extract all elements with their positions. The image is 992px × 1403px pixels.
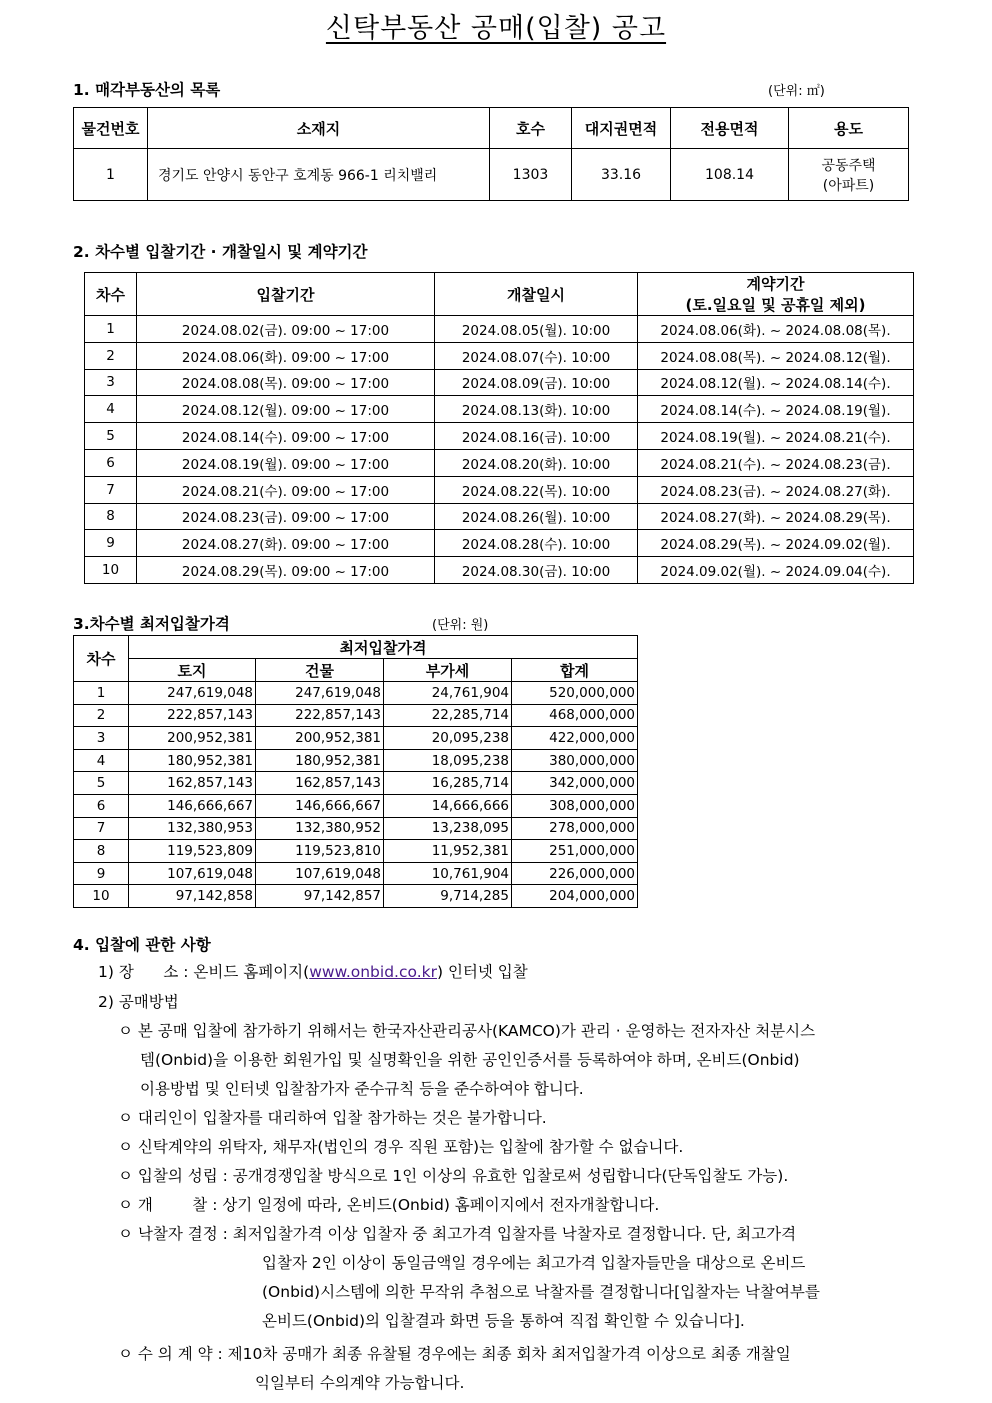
opening-cell: 2024.08.16(금). 10:00	[435, 423, 638, 450]
contract-period-cell: 2024.08.19(월). ~ 2024.08.21(수).	[638, 423, 914, 450]
use-line2: (아파트)	[822, 177, 875, 194]
opening-cell: 2024.08.07(수). 10:00	[435, 342, 638, 369]
header-land: 토지	[129, 659, 256, 682]
header-total: 합계	[512, 659, 638, 682]
round-cell: 1	[74, 682, 129, 705]
land-price-cell: 222,857,143	[129, 704, 256, 727]
table-row	[74, 772, 638, 795]
contract-period-cell: 2024.08.14(수). ~ 2024.08.19(월).	[638, 396, 914, 423]
vat-cell: 13,238,095	[384, 817, 512, 840]
total-price-cell: 422,000,000	[512, 727, 638, 750]
method-heading: 2) 공매방법	[98, 993, 179, 1011]
header-bid-period: 입찰기간	[137, 273, 435, 316]
opening-cell: 2024.08.28(수). 10:00	[435, 530, 638, 557]
table-row	[74, 749, 638, 772]
page-title: 신탁부동산 공매(입찰) 공고	[325, 13, 667, 44]
exclusive-area: 108.14	[671, 149, 789, 201]
onbid-link[interactable]: www.onbid.co.kr	[309, 963, 437, 981]
bid-period-cell: 2024.08.14(수). 09:00 ~ 17:00	[137, 423, 435, 450]
round-cell: 8	[85, 503, 137, 530]
property-list-table	[73, 107, 909, 201]
round-cell: 2	[85, 342, 137, 369]
building-price-cell: 132,380,952	[256, 817, 384, 840]
bid-period-cell: 2024.08.08(목). 09:00 ~ 17:00	[137, 369, 435, 396]
table-row	[85, 557, 914, 584]
item-no: 1	[74, 149, 148, 201]
round-cell: 1	[85, 316, 137, 343]
round-cell: 5	[74, 772, 129, 795]
building-price-cell: 200,952,381	[256, 727, 384, 750]
bid-period-cell: 2024.08.29(목). 09:00 ~ 17:00	[137, 557, 435, 584]
table-row	[85, 476, 914, 503]
land-price-cell: 200,952,381	[129, 727, 256, 750]
method-line: 온비드(Onbid)의 입찰결과 화면 등을 통하여 직접 확인할 수 있습니다].	[262, 1312, 745, 1330]
header-vat: 부가세	[384, 659, 512, 682]
opening-cell: 2024.08.30(금). 10:00	[435, 557, 638, 584]
contract-period-cell: 2024.08.06(화). ~ 2024.08.08(목).	[638, 316, 914, 343]
round-cell: 8	[74, 840, 129, 863]
round-cell: 6	[85, 449, 137, 476]
opening-cell: 2024.08.05(월). 10:00	[435, 316, 638, 343]
method-line: 익일부터 수의계약 가능합니다.	[255, 1374, 465, 1392]
address: 경기도 안양시 동안구 호계동 966-1 리치밸리	[148, 149, 490, 201]
bid-period-cell: 2024.08.02(금). 09:00 ~ 17:00	[137, 316, 435, 343]
opening-cell: 2024.08.20(화). 10:00	[435, 449, 638, 476]
contract-period-cell: 2024.08.08(목). ~ 2024.08.12(월).	[638, 342, 914, 369]
building-price-cell: 146,666,667	[256, 794, 384, 817]
bid-period-cell: 2024.08.06(화). 09:00 ~ 17:00	[137, 342, 435, 369]
total-price-cell: 226,000,000	[512, 862, 638, 885]
table-header-row	[85, 273, 914, 316]
section3-unit: (단위: 원)	[432, 618, 489, 633]
header-address: 소재지	[148, 108, 490, 149]
bid-period-cell: 2024.08.23(금). 09:00 ~ 17:00	[137, 503, 435, 530]
method-line: ㅇ 수 의 계 약 : 제10차 공매가 최종 유찰될 경우에는 최종 회차 최저입찰가격 이상으로 최종 개찰일	[118, 1345, 791, 1363]
land-area: 33.16	[572, 149, 671, 201]
table-row	[74, 727, 638, 750]
method-line: ㅇ 신탁계약의 위탁자, 채무자(법인의 경우 직원 포함)는 입찰에 참가할 수 없습니다.	[118, 1138, 684, 1156]
total-price-cell: 468,000,000	[512, 704, 638, 727]
section2-heading: 2. 차수별 입찰기간 · 개찰일시 및 계약기간	[73, 243, 368, 261]
vat-cell: 24,761,904	[384, 682, 512, 705]
method-line: 템(Onbid)을 이용한 회원가입 및 실명확인을 위한 공인인증서를 등록하여야 하며, 온비드(Onbid)	[140, 1051, 800, 1069]
bid-place	[98, 960, 528, 982]
round-cell: 7	[74, 817, 129, 840]
round-cell: 10	[85, 557, 137, 584]
total-price-cell: 251,000,000	[512, 840, 638, 863]
table-row	[74, 862, 638, 885]
section3-heading: 3.차수별 최저입찰가격	[73, 615, 230, 633]
table-row	[74, 885, 638, 908]
table-header-row	[74, 659, 638, 682]
table-row	[85, 396, 914, 423]
round-cell: 7	[85, 476, 137, 503]
unit-no: 1303	[490, 149, 572, 201]
round-cell: 10	[74, 885, 129, 908]
header-land-area: 대지권면적	[572, 108, 671, 149]
table-row	[74, 149, 909, 201]
header-building: 건물	[256, 659, 384, 682]
contract-period-cell: 2024.08.27(화). ~ 2024.08.29(목).	[638, 503, 914, 530]
table-row	[85, 449, 914, 476]
contract-period-cell: 2024.08.21(수). ~ 2024.08.23(금).	[638, 449, 914, 476]
vat-cell: 22,285,714	[384, 704, 512, 727]
building-price-cell: 119,523,810	[256, 840, 384, 863]
table-header-row	[74, 108, 909, 149]
bid-period-cell: 2024.08.21(수). 09:00 ~ 17:00	[137, 476, 435, 503]
round-cell: 2	[74, 704, 129, 727]
header-contract-line1: 계약기간	[746, 275, 805, 293]
contract-period-cell: 2024.08.29(목). ~ 2024.09.02(월).	[638, 530, 914, 557]
opening-cell: 2024.08.26(월). 10:00	[435, 503, 638, 530]
table-header-row	[74, 636, 638, 659]
table-row	[85, 503, 914, 530]
round-cell: 3	[85, 369, 137, 396]
building-price-cell: 247,619,048	[256, 682, 384, 705]
land-price-cell: 119,523,809	[129, 840, 256, 863]
building-price-cell: 162,857,143	[256, 772, 384, 795]
table-row	[85, 369, 914, 396]
table-row	[74, 682, 638, 705]
contract-period-cell: 2024.09.02(월). ~ 2024.09.04(수).	[638, 557, 914, 584]
table-row	[85, 423, 914, 450]
bid-period-cell: 2024.08.12(월). 09:00 ~ 17:00	[137, 396, 435, 423]
bid-period-cell: 2024.08.27(화). 09:00 ~ 17:00	[137, 530, 435, 557]
method-line: ㅇ 본 공매 입찰에 참가하기 위해서는 한국자산관리공사(KAMCO)가 관리 · 운영하는 전자자산 처분시스	[118, 1022, 816, 1040]
method-line: ㅇ 낙찰자 결정 : 최저입찰가격 이상 입찰자 중 최고가격 입찰자를 낙찰자로 결정합니다. 단, 최고가격	[118, 1225, 797, 1243]
total-price-cell: 380,000,000	[512, 749, 638, 772]
method-line: 이용방법 및 인터넷 입찰참가자 준수규칙 등을 준수하여야 합니다.	[140, 1080, 584, 1098]
total-price-cell: 342,000,000	[512, 772, 638, 795]
method-line: ㅇ 개 찰 : 상기 일정에 따라, 온비드(Onbid) 홈페이지에서 전자개찰합니다.	[118, 1196, 660, 1214]
vat-cell: 20,095,238	[384, 727, 512, 750]
contract-period-cell: 2024.08.12(월). ~ 2024.08.14(수).	[638, 369, 914, 396]
table-row	[85, 342, 914, 369]
method-line: 입찰자 2인 이상이 동일금액일 경우에는 최고가격 입찰자들만을 대상으로 온비드	[262, 1254, 806, 1272]
land-price-cell: 146,666,667	[129, 794, 256, 817]
vat-cell: 18,095,238	[384, 749, 512, 772]
building-price-cell: 107,619,048	[256, 862, 384, 885]
table-row	[85, 530, 914, 557]
table-row	[74, 840, 638, 863]
method-line: (Onbid)시스템에 의한 무작위 추첨으로 낙찰자를 결정합니다[입찰자는 낙찰여부를	[262, 1283, 820, 1301]
total-price-cell: 278,000,000	[512, 817, 638, 840]
header-unit-no: 호수	[490, 108, 572, 149]
use-line1: 공동주택	[821, 157, 876, 174]
land-price-cell: 107,619,048	[129, 862, 256, 885]
building-price-cell: 180,952,381	[256, 749, 384, 772]
building-price-cell: 97,142,857	[256, 885, 384, 908]
schedule-table	[84, 272, 914, 584]
round-cell: 4	[74, 749, 129, 772]
bid-place-suffix: ) 인터넷 입찰	[436, 963, 528, 981]
contract-period-cell: 2024.08.23(금). ~ 2024.08.27(화).	[638, 476, 914, 503]
section1-heading: 1. 매각부동산의 목록	[73, 81, 221, 99]
header-contract-line2: (토.일요일 및 공휴일 제외)	[685, 296, 866, 314]
header-exclusive-area: 전용면적	[671, 108, 789, 149]
method-line: ㅇ 대리인이 입찰자를 대리하여 입찰 참가하는 것은 불가합니다.	[118, 1109, 547, 1127]
header-use: 용도	[789, 108, 909, 149]
use	[789, 149, 909, 201]
total-price-cell: 204,000,000	[512, 885, 638, 908]
header-min-price: 최저입찰가격	[129, 636, 638, 659]
opening-cell: 2024.08.09(금). 10:00	[435, 369, 638, 396]
round-cell: 9	[85, 530, 137, 557]
opening-cell: 2024.08.22(목). 10:00	[435, 476, 638, 503]
table-row	[74, 794, 638, 817]
round-cell: 3	[74, 727, 129, 750]
total-price-cell: 520,000,000	[512, 682, 638, 705]
total-price-cell: 308,000,000	[512, 794, 638, 817]
table-row	[74, 817, 638, 840]
round-cell: 4	[85, 396, 137, 423]
table-row	[74, 704, 638, 727]
land-price-cell: 132,380,953	[129, 817, 256, 840]
building-price-cell: 222,857,143	[256, 704, 384, 727]
land-price-cell: 97,142,858	[129, 885, 256, 908]
header-round: 차수	[74, 636, 129, 682]
bid-place-label: 1) 장 소 : 온비드 홈페이지(	[98, 963, 310, 981]
vat-cell: 11,952,381	[384, 840, 512, 863]
vat-cell: 10,761,904	[384, 862, 512, 885]
land-price-cell: 180,952,381	[129, 749, 256, 772]
vat-cell: 14,666,666	[384, 794, 512, 817]
method-line: ㅇ 입찰의 성립 : 공개경쟁입찰 방식으로 1인 이상의 유효한 입찰로써 성립합니다(단독입찰도 가능).	[118, 1167, 789, 1185]
round-cell: 6	[74, 794, 129, 817]
header-item-no: 물건번호	[74, 108, 148, 149]
land-price-cell: 162,857,143	[129, 772, 256, 795]
table-row	[85, 316, 914, 343]
section4-heading: 4. 입찰에 관한 사항	[73, 936, 211, 954]
header-contract-period	[638, 273, 914, 316]
section1-unit: (단위: ㎡)	[768, 84, 825, 99]
round-cell: 9	[74, 862, 129, 885]
header-opening: 개찰일시	[435, 273, 638, 316]
header-round: 차수	[85, 273, 137, 316]
bid-period-cell: 2024.08.19(월). 09:00 ~ 17:00	[137, 449, 435, 476]
vat-cell: 16,285,714	[384, 772, 512, 795]
land-price-cell: 247,619,048	[129, 682, 256, 705]
vat-cell: 9,714,285	[384, 885, 512, 908]
opening-cell: 2024.08.13(화). 10:00	[435, 396, 638, 423]
min-price-table	[73, 635, 638, 908]
round-cell: 5	[85, 423, 137, 450]
